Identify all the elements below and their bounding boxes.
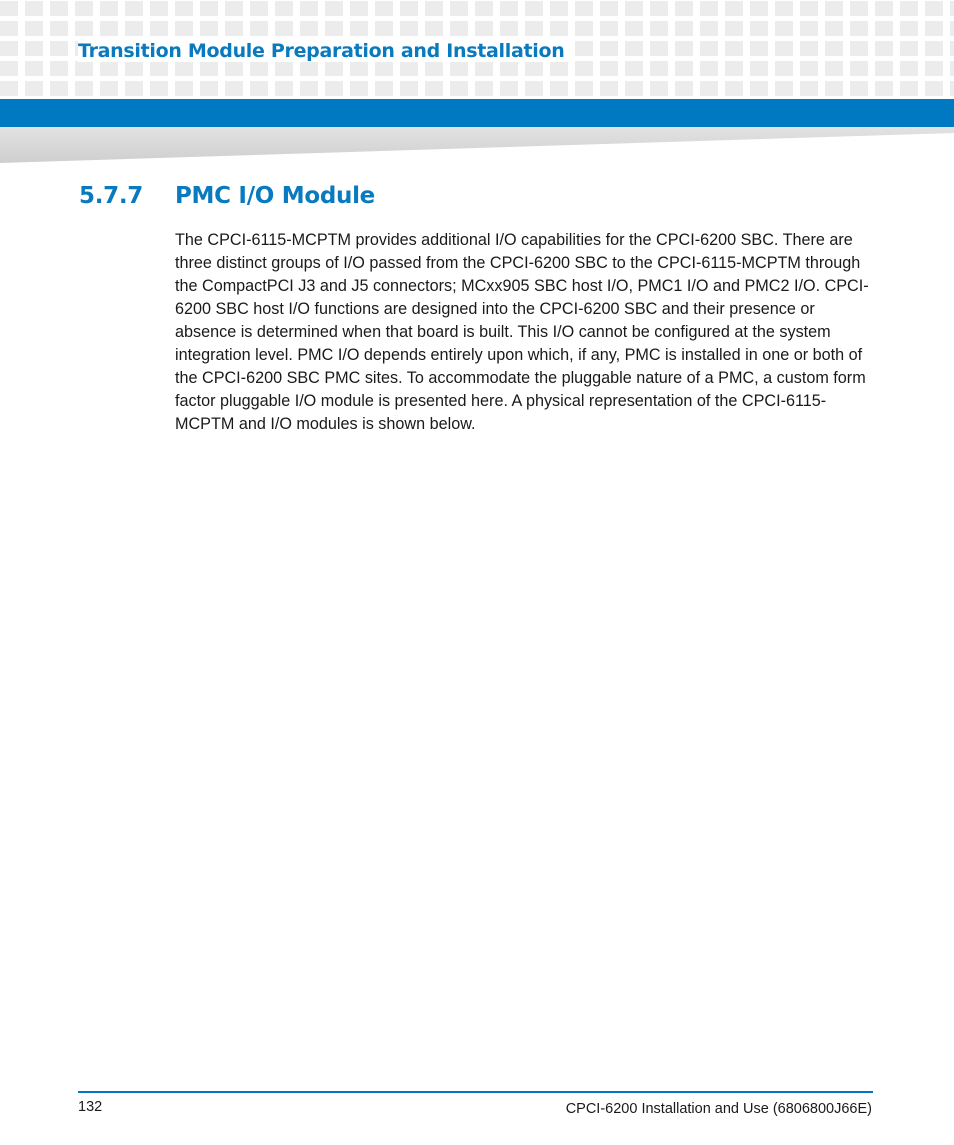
header-blue-band	[0, 99, 954, 127]
section-number: 5.7.7	[79, 183, 143, 209]
footer-document-title: CPCI-6200 Installation and Use (6806800J66E)	[565, 1101, 872, 1117]
header-gray-wedge	[0, 127, 954, 163]
running-header-title: Transition Module Preparation and Installation	[78, 40, 568, 62]
body-paragraph: The CPCI-6115-MCPTM provides additional I/O capabilities for the CPCI-6200 SBC. There are three distinct groups of I/O passed from the CPCI-6200 SBC to the CPCI-6115-MCPTM through the CompactPCI J3 and J5 connectors; MCxx905 SBC host I/O, PMC1 I/O and PMC2 I/O. CPCI-6200 SBC host I/O functions are designed into the CPCI-6200 SBC and their presence or absence is determined when that board is built. This I/O cannot be configured at the system integration level. PMC I/O depends entirely upon which, if any, PMC is installed in one or both of the CPCI-6200 SBC PMC sites. To accommodate the pluggable nature of a PMC, a custom form factor pluggable I/O module is presented here. A physical representation of the CPCI-6115-MCPTM and I/O modules is shown below.	[175, 231, 869, 433]
section-title: PMC I/O Module	[175, 183, 375, 209]
section-heading	[79, 183, 375, 209]
page-number: 132	[78, 1099, 103, 1115]
footer-rule	[78, 1091, 873, 1093]
